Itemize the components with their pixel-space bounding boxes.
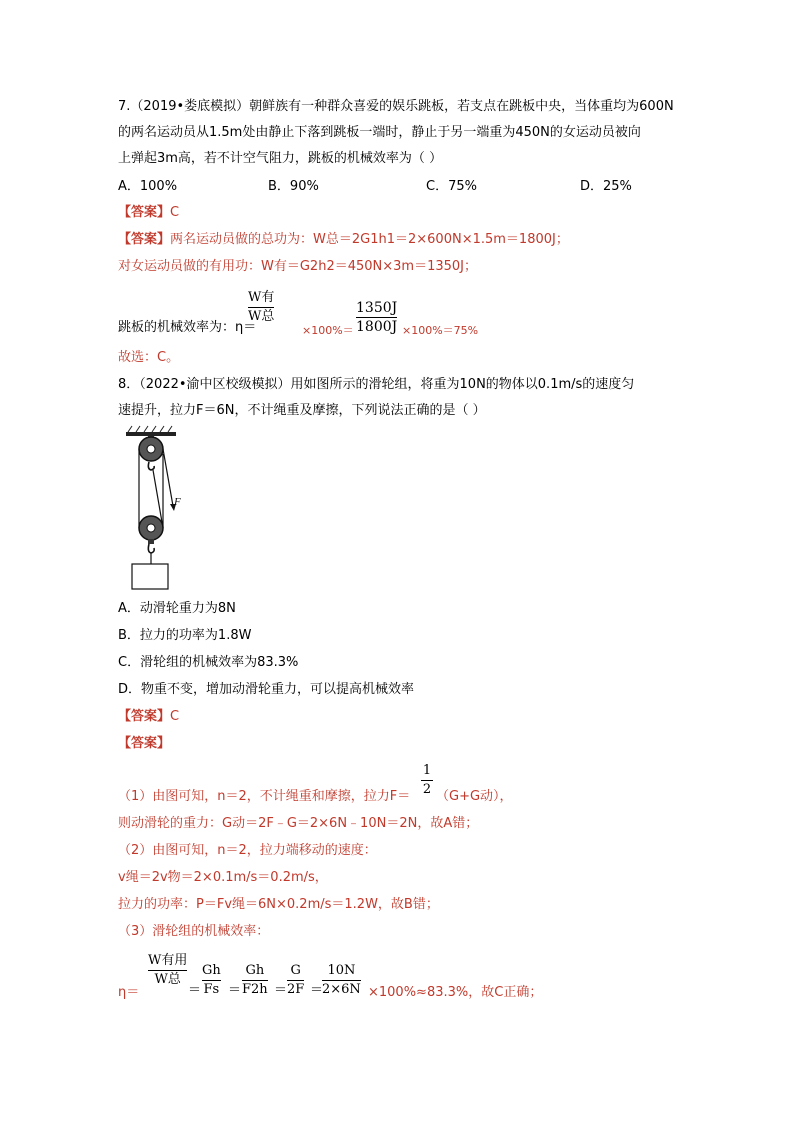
q8-answer-line	[118, 708, 179, 726]
q8-step1-frac-den: 2	[422, 782, 432, 797]
q7-analysis-line-2: 对女运动员做的有用功：W有＝G2h2＝450N×3m＝1350J；	[118, 259, 477, 274]
q7-answer-tag: 【答案】	[118, 205, 171, 220]
q8-option-d: D．物重不变，增加动滑轮重力，可以提高机械效率	[118, 682, 415, 697]
q7-frac2-num: 1350J	[356, 300, 398, 316]
movable-pulley	[139, 516, 163, 564]
q8-step2-line-1: （2）由图可知，n＝2，拉力端移动的速度：	[118, 843, 377, 858]
q8-step2-line-3: 拉力的功率：P＝Fv绳＝6N×0.2m/s＝1.2W，故B错；	[118, 897, 439, 912]
q8-answer-tag: 【答案】	[118, 709, 171, 724]
q7-stem-line-1: 7.（2019•娄底模拟）朝鲜族有一种群众喜爱的娱乐跳板，若支点在跳板中央，当体重均为600N	[118, 99, 674, 114]
q8-step3-line-1: （3）滑轮组的机械效率：	[118, 924, 270, 939]
q7-efficiency-prefix	[118, 319, 256, 337]
q7-stem-line-3: 上弹起3m高，若不计空气阻力，跳板的机械效率为（ ）	[118, 151, 443, 166]
q8-frac-gh-fs	[202, 963, 221, 998]
q8-step1-suffix: （G+G动），	[436, 789, 513, 804]
q8-frac-values	[322, 963, 361, 998]
q8-frac-w	[148, 953, 187, 988]
q8-step1-line-2: 则动滑轮的重力：G动＝2F﹣G＝2×6N﹣10N＝2N，故A错；	[118, 816, 479, 831]
q8-eq-2: ＝	[228, 983, 242, 998]
q7-answer-line	[118, 204, 179, 222]
q7-option-b: B．90%	[268, 179, 319, 194]
q8-step2-line-2: v绳＝2v物＝2×0.1m/s＝0.2m/s，	[118, 870, 328, 885]
q8-f5-den: 2×6N	[322, 982, 361, 997]
q8-eq-1: ＝	[188, 983, 202, 998]
q7-option-d: D．25%	[580, 179, 632, 194]
q8-analysis-tag	[118, 735, 170, 753]
q7-analysis-line-1	[118, 231, 569, 249]
q8-analysis-tag-text: 【答案】	[118, 736, 171, 751]
q8-eq-3: ＝	[274, 983, 288, 998]
q8-eq-4: ＝	[310, 983, 324, 998]
q8-final-suffix: ×100%≈83.3%，故C正确；	[368, 985, 543, 1000]
q8-step1-fraction	[421, 763, 433, 798]
q7-option-c: C．75%	[426, 179, 477, 194]
q8-f2-num: Gh	[202, 963, 221, 978]
q8-option-a: A．动滑轮重力为8N	[118, 601, 236, 616]
q7-efficiency-label: 跳板的机械效率为：η＝	[118, 320, 257, 335]
q8-f3-num: Gh	[245, 963, 265, 978]
q7-analysis-tag: 【答案】	[118, 232, 171, 247]
q7-conclusion: 故选：C。	[118, 350, 180, 365]
load-block	[132, 564, 168, 589]
ceiling-hatch	[126, 426, 176, 436]
q8-f5-num: 10N	[327, 963, 356, 978]
q8-option-b: B．拉力的功率为1.8W	[118, 628, 252, 643]
q8-frac-gh-f2h	[242, 963, 268, 998]
force-label-F: F	[174, 496, 181, 508]
ropes	[139, 449, 176, 528]
q7-frac1-den: W总	[248, 309, 275, 324]
q7-frac1-num: W有	[248, 290, 275, 305]
q7-option-a: A．100%	[118, 179, 178, 194]
q8-frac-g-2f	[287, 963, 304, 998]
q8-f4-den: 2F	[287, 982, 305, 997]
pulley-system-figure	[118, 424, 198, 594]
q8-step1-frac-num: 1	[422, 763, 432, 778]
fixed-pulley	[139, 436, 163, 470]
q8-stem-line-2: 速提升，拉力F＝6N，不计绳重及摩擦，下列说法正确的是（ ）	[118, 403, 486, 418]
q7-fraction-values	[356, 300, 397, 335]
q7-frac2-den: 1800J	[356, 319, 398, 335]
q8-step1-prefix: （1）由图可知，n＝2，不计绳重和摩擦，拉力F＝	[118, 789, 411, 804]
q7-answer-value: C	[170, 205, 180, 220]
q8-f2-den: Fs	[203, 982, 220, 997]
q8-f1-den: W总	[154, 972, 181, 987]
q8-stem-line-1: 8．（2022•渝中区校级模拟）用如图所示的滑轮组，将重为10N的物体以0.1m/s的速度匀	[118, 377, 635, 392]
q7-efficiency-suffix: ×100%＝75%	[402, 324, 479, 337]
q8-f3-den: F2h	[242, 982, 268, 997]
q8-f4-num: G	[290, 963, 301, 978]
q7-frac1-mid: ×100%＝	[302, 324, 354, 337]
q8-option-c: C．滑轮组的机械效率为83.3%	[118, 655, 299, 670]
q8-f1-num: W有用	[148, 953, 188, 968]
q7-fraction-work	[248, 290, 274, 325]
q8-eta-prefix: η＝	[118, 985, 140, 1000]
q7-analysis-text-1: 两名运动员做的总功为：W总＝2G1h1＝2×600N×1.5m＝1800J；	[170, 232, 569, 247]
q7-stem-line-2: 的两名运动员从1.5m处由静止下落到跳板一端时，静止于另一端重为450N的女运动员被向	[118, 125, 641, 140]
q8-answer-value: C	[170, 709, 180, 724]
